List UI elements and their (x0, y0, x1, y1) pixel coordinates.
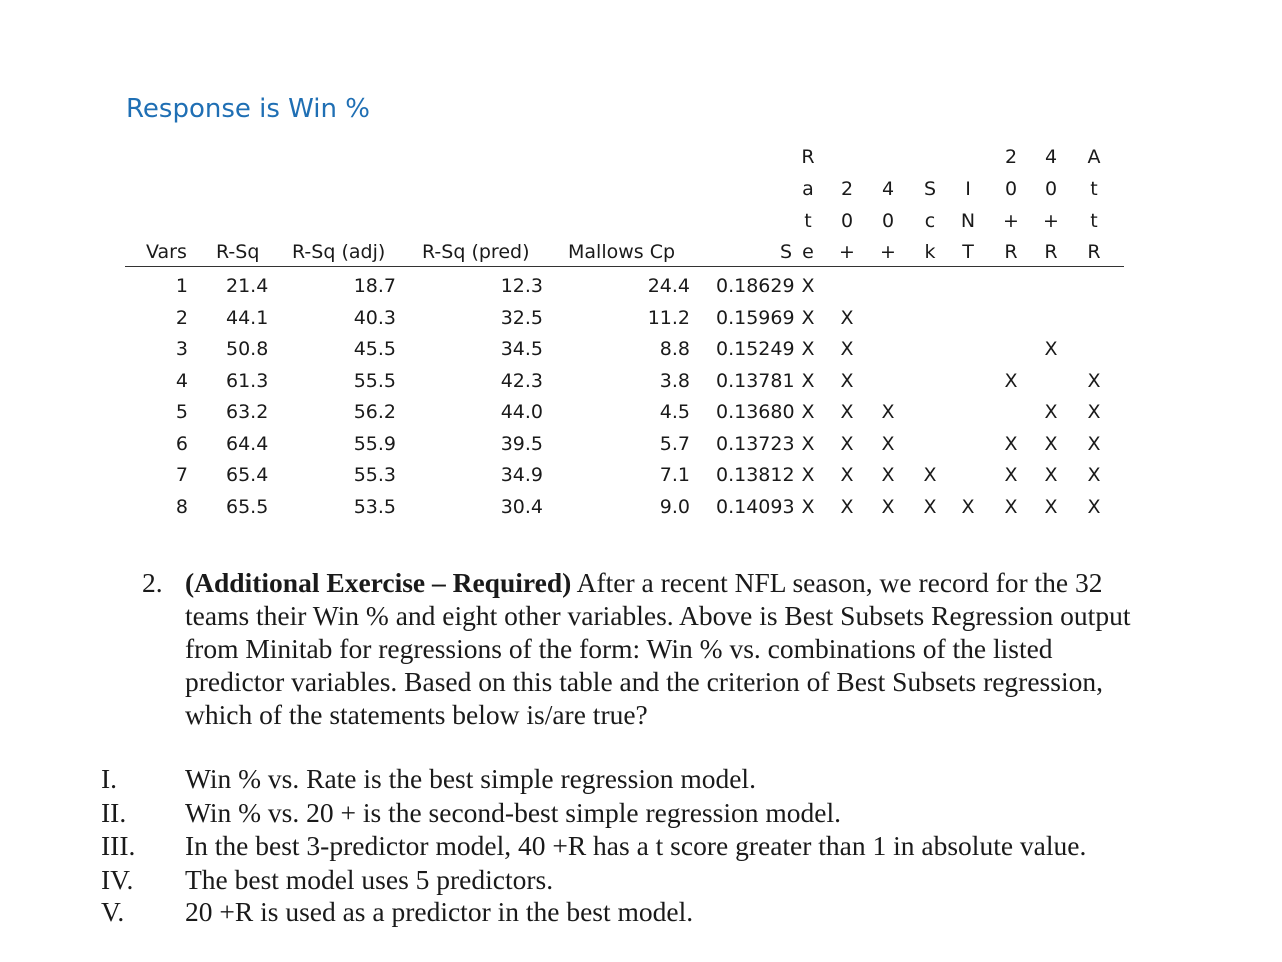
predictor-included-mark: X (1044, 338, 1058, 360)
cell-rsq-pred: 34.9 (500, 464, 543, 486)
predictor-header-char: 4 (1044, 146, 1058, 168)
cell-mallows-cp: 9.0 (659, 496, 690, 518)
header-s: S (780, 241, 793, 263)
cell-rsq-pred: 30.4 (500, 496, 543, 518)
predictor-included-mark: X (1004, 433, 1018, 455)
cell-rsq: 65.5 (226, 496, 269, 518)
cell-s: 0.13680 (716, 401, 795, 423)
predictor-included-mark: X (881, 401, 895, 423)
cell-rsq-adj: 40.3 (353, 307, 396, 329)
cell-s: 0.13781 (716, 370, 795, 392)
statement-text: The best model uses 5 predictors. (185, 864, 554, 895)
predictor-included-mark: X (1004, 370, 1018, 392)
cell-mallows-cp: 24.4 (647, 275, 690, 297)
predictor-included-mark: X (801, 496, 815, 518)
predictor-included-mark: X (881, 464, 895, 486)
predictor-included-mark: X (801, 370, 815, 392)
predictor-header-char: t (1090, 178, 1098, 200)
cell-rsq: 64.4 (226, 433, 269, 455)
cell-rsq: 21.4 (226, 275, 269, 297)
statement-numeral: V. (101, 896, 125, 927)
predictor-header-char: + (839, 241, 855, 263)
cell-vars: 3 (175, 338, 188, 360)
predictor-header-char: R (1044, 241, 1058, 263)
predictor-header-char: c (924, 210, 936, 232)
cell-rsq-adj: 55.3 (353, 464, 396, 486)
cell-vars: 8 (175, 496, 188, 518)
predictor-header-char: I (965, 178, 971, 200)
predictor-included-mark: X (961, 496, 975, 518)
cell-vars: 6 (175, 433, 188, 455)
predictor-included-mark: X (923, 496, 937, 518)
problem-line-5: which of the statements below is/are true? (185, 699, 648, 730)
cell-s: 0.18629 (716, 275, 795, 297)
predictor-header-char: S (923, 178, 937, 200)
cell-rsq-pred: 44.0 (500, 401, 543, 423)
predictor-included-mark: X (881, 496, 895, 518)
predictor-header-char: 4 (881, 178, 895, 200)
response-title: Response is Win % (126, 94, 370, 124)
cell-mallows-cp: 7.1 (659, 464, 690, 486)
header-divider (125, 266, 1124, 267)
predictor-included-mark: X (1087, 496, 1101, 518)
cell-s: 0.13812 (716, 464, 795, 486)
cell-mallows-cp: 3.8 (659, 370, 690, 392)
header-mallows-cp: Mallows Cp (568, 241, 676, 263)
statement-numeral: II. (101, 797, 127, 828)
predictor-header-char: 2 (840, 178, 854, 200)
cell-mallows-cp: 8.8 (659, 338, 690, 360)
predictor-header-char: 0 (881, 210, 895, 232)
predictor-included-mark: X (1004, 496, 1018, 518)
cell-s: 0.15249 (716, 338, 795, 360)
predictor-header-char: + (1043, 210, 1059, 232)
predictor-header-char: k (924, 241, 936, 263)
predictor-included-mark: X (1087, 370, 1101, 392)
predictor-header-char: R (801, 146, 815, 168)
problem-line-2: teams their Win % and eight other variables. Above is Best Subsets Regression output (185, 600, 1131, 631)
cell-rsq-adj: 56.2 (353, 401, 396, 423)
cell-rsq-adj: 55.5 (353, 370, 396, 392)
predictor-header-char: T (962, 241, 974, 263)
cell-rsq: 44.1 (226, 307, 269, 329)
cell-vars: 4 (175, 370, 188, 392)
predictor-included-mark: X (801, 464, 815, 486)
predictor-header-char: t (1090, 210, 1098, 232)
predictor-header-char: e (802, 241, 814, 263)
cell-s: 0.15969 (716, 307, 795, 329)
cell-rsq-adj: 45.5 (353, 338, 396, 360)
predictor-included-mark: X (801, 307, 815, 329)
statement-text: 20 +R is used as a predictor in the best model. (185, 896, 694, 927)
predictor-header-char: R (1087, 241, 1101, 263)
cell-rsq-pred: 34.5 (500, 338, 543, 360)
cell-rsq: 63.2 (226, 401, 269, 423)
predictor-header-char: + (880, 241, 896, 263)
header-vars: Vars (146, 241, 187, 263)
predictor-header-char: t (804, 210, 812, 232)
cell-s: 0.14093 (716, 496, 795, 518)
problem-2 (142, 566, 1182, 731)
cell-vars: 5 (175, 401, 188, 423)
statement-text: Win % vs. Rate is the best simple regression model. (185, 763, 756, 794)
cell-rsq-adj: 18.7 (353, 275, 396, 297)
cell-mallows-cp: 5.7 (659, 433, 690, 455)
statement-text: In the best 3-predictor model, 40 +R has a t score greater than 1 in absolute value. (185, 830, 1087, 861)
predictor-included-mark: X (840, 370, 854, 392)
predictor-header-char: 0 (840, 210, 854, 232)
predictor-included-mark: X (801, 338, 815, 360)
predictor-included-mark: X (840, 338, 854, 360)
predictor-included-mark: X (1044, 464, 1058, 486)
predictor-included-mark: X (801, 275, 815, 297)
cell-rsq: 50.8 (226, 338, 269, 360)
cell-vars: 7 (175, 464, 188, 486)
predictor-included-mark: X (801, 433, 815, 455)
predictor-included-mark: X (923, 464, 937, 486)
predictor-header-char: R (1004, 241, 1018, 263)
predictor-included-mark: X (1044, 433, 1058, 455)
problem-line-1: After a recent NFL season, we record for the 32 (576, 567, 1103, 598)
predictor-included-mark: X (1087, 401, 1101, 423)
predictor-included-mark: X (881, 433, 895, 455)
cell-rsq: 61.3 (226, 370, 269, 392)
predictor-header-char: a (802, 178, 814, 200)
predictor-included-mark: X (840, 433, 854, 455)
predictor-included-mark: X (840, 401, 854, 423)
cell-rsq-adj: 55.9 (353, 433, 396, 455)
cell-vars: 2 (175, 307, 188, 329)
predictor-included-mark: X (840, 496, 854, 518)
statement-numeral: IV. (101, 864, 134, 895)
predictor-included-mark: X (801, 401, 815, 423)
header-rsq-pred: R-Sq (pred) (422, 241, 530, 263)
predictor-header-char: A (1087, 146, 1101, 168)
cell-rsq-pred: 32.5 (500, 307, 543, 329)
problem-line-3: from Minitab for regressions of the form: Win % vs. combinations of the listed (185, 633, 1053, 664)
cell-rsq-pred: 39.5 (500, 433, 543, 455)
cell-rsq: 65.4 (226, 464, 269, 486)
cell-mallows-cp: 11.2 (647, 307, 690, 329)
statement-numeral: III. (101, 830, 136, 861)
problem-bold-lead: (Additional Exercise – Required) (185, 567, 572, 598)
cell-rsq-pred: 42.3 (500, 370, 543, 392)
cell-s: 0.13723 (716, 433, 795, 455)
cell-mallows-cp: 4.5 (659, 401, 690, 423)
predictor-included-mark: X (1044, 496, 1058, 518)
predictor-included-mark: X (1004, 464, 1018, 486)
header-rsq: R-Sq (216, 241, 260, 263)
predictor-header-char: 0 (1004, 178, 1018, 200)
cell-rsq-adj: 53.5 (353, 496, 396, 518)
statement-text: Win % vs. 20 + is the second-best simple regression model. (185, 797, 841, 828)
predictor-header-char: 0 (1044, 178, 1058, 200)
predictor-included-mark: X (1087, 433, 1101, 455)
predictor-included-mark: X (840, 464, 854, 486)
predictor-included-mark: X (1044, 401, 1058, 423)
predictor-header-char: N (960, 210, 976, 232)
statement-numeral: I. (101, 763, 118, 794)
predictor-included-mark: X (1087, 464, 1101, 486)
cell-rsq-pred: 12.3 (500, 275, 543, 297)
problem-line-4: predictor variables. Based on this table and the criterion of Best Subsets regression, (185, 666, 1103, 697)
predictor-header-char: 2 (1004, 146, 1018, 168)
problem-number: 2. (142, 567, 163, 598)
predictor-included-mark: X (840, 307, 854, 329)
predictor-header-char: + (1003, 210, 1019, 232)
header-rsq-adj: R-Sq (adj) (292, 241, 386, 263)
cell-vars: 1 (175, 275, 188, 297)
